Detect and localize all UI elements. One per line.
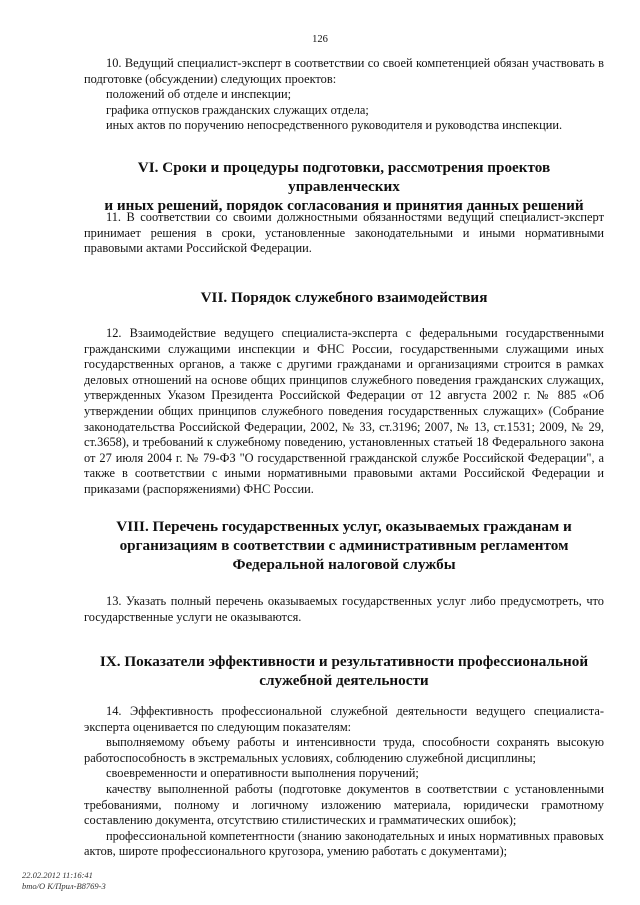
section-8-heading-line: организациям в соответствии с административным регламентом [119, 537, 569, 554]
item-10 [84, 56, 604, 134]
item-10-intro: 10. Ведущий специалист-эксперт в соответствии со своей компетенцией обязан участвовать в подготовке (обсуждении) следующих проектов: [84, 56, 604, 86]
section-6-heading-line: и иных решений, порядок согласования и принятия данных решений [104, 197, 584, 214]
item-14-list-item: выполняемому объему работы и интенсивности труда, способности сохранять высокую работоспособность в экстремальных условиях, соблюдению служебной дисциплины; [84, 735, 604, 765]
document-stamp [22, 870, 106, 892]
section-8-heading [84, 517, 604, 574]
item-12-text: 12. Взаимодействие ведущего специалиста-эксперта с федеральными государственными гражданскими служащими инспекции и ФНС России, государственными служащими иных государственных органов, а также с другими гражданами и организациями строится в рамках деловых отношений на основе общих принципов служебного поведения гражданских служащих, утвержденных Указом Президента Российской Федерации от 12 августа 2002 г. № 885 «Об утверждении общих принципов служебного поведения государственных служащих» (Собрание законодательства Российской Федерации, 2002, № 33, ст.3196; 2007, № 13, ст.1531; 2009, № 29, ст.3658), и требований к служебному поведению, установленных статьей 18 Федерального закона от 27 июля 2004 г. № 79-ФЗ "О государственной гражданской службе Российской Федерации", а также в соответствии с иными нормативными правовыми актами Российской Федерации и приказами (распоряжениями) ФНС России. [84, 326, 604, 496]
item-10-list-item: графика отпусков гражданских служащих отдела; [106, 102, 369, 117]
section-6-heading [84, 158, 604, 215]
section-9-heading-line: служебной деятельности [259, 672, 429, 689]
page-number: 126 [312, 34, 328, 45]
stamp-timestamp: 22.02.2012 11:16:41 [22, 870, 93, 880]
item-10-list-item: иных актов по поручению непосредственного руководителя и руководства инспекции. [106, 118, 563, 133]
item-14-list-item: профессиональной компетентности (знанию законодательных и иных нормативных правовых актов, широте профессионального кругозора, умению работать с документами); [84, 828, 604, 859]
section-8-heading-line: VIII. Перечень государственных услуг, оказываемых гражданам и [116, 518, 572, 535]
section-6-heading-line: VI. Сроки и процедуры подготовки, рассмотрения проектов управленческих [137, 159, 551, 195]
section-9-heading-line: IX. Показатели эффективности и результативности профессиональной [99, 653, 589, 670]
item-13-text: 13. Указать полный перечень оказываемых государственных услуг либо предусмотреть, что государственные услуги не оказываются. [84, 594, 604, 624]
item-14-list-item: своевременности и оперативности выполнения поручений; [106, 766, 419, 781]
item-10-list-item: положений об отделе и инспекции; [106, 87, 292, 102]
item-14 [84, 704, 604, 860]
item-11-text: 11. В соответствии со своими должностными обязанностями ведущий специалист-эксперт принимает решения в сроки, установленные законодательными и иными нормативными правовыми актами Российской Федерации. [84, 210, 604, 256]
section-7-heading: VII. Порядок служебного взаимодействия [200, 289, 488, 306]
item-14-intro: 14. Эффективность профессиональной служебной деятельности ведущего специалиста-эксперта оценивается по следующим показателям: [84, 704, 604, 734]
stamp-code: bmo/О К/Прил-В8769-3 [22, 881, 106, 891]
item-14-list-item: качеству выполненной работы (подготовке документов в соответствии с установленными требованиями, полному и логичному изложению материала, юридически грамотному составлению документа, отсутствию стилистических и грамматических ошибок); [84, 781, 604, 828]
section-9-heading [84, 652, 604, 690]
section-8-heading-line: Федеральной налоговой службы [232, 556, 456, 573]
